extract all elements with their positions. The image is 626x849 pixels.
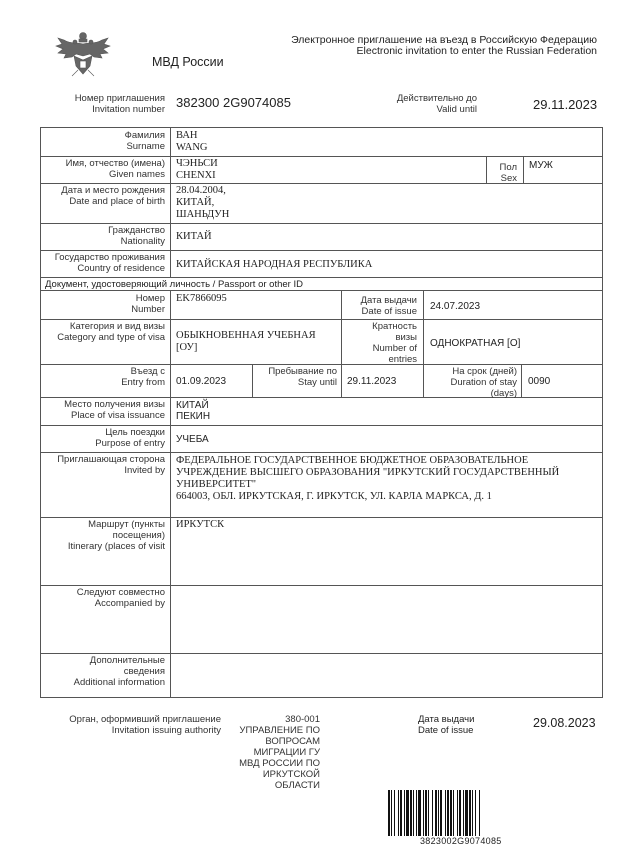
birth-label-ru: Дата и место рождения xyxy=(61,185,165,196)
visa-category-2: [ОУ] xyxy=(176,342,198,353)
doc-title-ru: Электронное приглашение на въезд в Российскую Федерацию xyxy=(291,34,597,46)
entry-label-ru: Въезд с xyxy=(130,366,165,377)
birth-city: ШАНЬДУН xyxy=(176,209,230,220)
itinerary-label-2: посещения) xyxy=(112,530,165,541)
passport-number-label-ru: Номер xyxy=(135,293,165,304)
invited-label-ru: Приглашающая сторона xyxy=(57,454,165,465)
authority-line-1: УПРАВЛЕНИЕ ПО xyxy=(239,725,320,736)
authority-label-en: Invitation issuing authority xyxy=(111,725,221,736)
valid-until-label-en: Valid until xyxy=(436,104,477,115)
entry-label-en: Entry from xyxy=(121,377,165,388)
given-names-ru: ЧЭНЬСИ xyxy=(176,158,218,169)
passport-issue-date: 24.07.2023 xyxy=(430,301,481,312)
authority-line-3: МИГРАЦИИ ГУ xyxy=(253,747,320,758)
valid-until: 29.11.2023 xyxy=(533,97,598,112)
stay-label-ru: Пребывание по xyxy=(268,366,337,377)
residence-label-en: Country of residence xyxy=(77,263,165,274)
stay-label-en: Stay until xyxy=(297,377,337,388)
duration-label-3: (days) xyxy=(490,388,517,399)
entries-label-1: Кратность xyxy=(372,321,417,332)
entries-label-2: визы xyxy=(395,332,417,343)
birth-date: 28.04.2004, xyxy=(176,185,226,196)
sex-label-en: Sex xyxy=(500,173,517,184)
stay-until: 29.11.2023 xyxy=(347,376,397,387)
purpose-value: УЧЕБА xyxy=(176,434,209,445)
eagle-emblem-icon xyxy=(54,30,112,80)
invitation-number-label-en: Invitation number xyxy=(92,104,165,115)
authority-line-5: ИРКУТСКОЙ xyxy=(262,769,320,780)
footer-issue-label-ru: Дата выдачи xyxy=(418,714,475,725)
additional-label-1: Дополнительные xyxy=(89,655,165,666)
invited-label-en: Invited by xyxy=(124,465,165,476)
birth-country: КИТАЙ, xyxy=(176,197,215,208)
barcode-icon xyxy=(388,790,512,838)
given-names-label-ru: Имя, отчество (имена) xyxy=(65,158,165,169)
issuance-label-ru: Место получения визы xyxy=(64,399,165,410)
surname-label-ru: Фамилия xyxy=(124,130,165,141)
authority-label-ru: Орган, оформивший приглашение xyxy=(69,714,221,725)
doc-title-en: Electronic invitation to enter the Russian Federation xyxy=(356,45,597,57)
residence-value: КИТАЙСКАЯ НАРОДНАЯ РЕСПУБЛИКА xyxy=(176,259,373,270)
invited-line-3: УНИВЕРСИТЕТ" xyxy=(176,479,257,490)
authority-line-4: МВД РОССИИ ПО xyxy=(239,758,320,769)
document-section-label: Документ, удостоверяющий личность / Passport or other ID xyxy=(45,279,303,290)
itinerary-label-1: Маршрут (пункты xyxy=(88,519,165,530)
duration-value: 0090 xyxy=(528,376,551,387)
passport-issue-label-en: Date of issue xyxy=(361,306,417,317)
passport-number: EK7866095 xyxy=(176,293,227,304)
accompanied-label-en: Accompanied by xyxy=(94,598,165,609)
duration-label-2: Duration of stay xyxy=(450,377,517,388)
residence-label-ru: Государство проживания xyxy=(54,252,165,263)
additional-label-2: сведения xyxy=(123,666,165,677)
invited-line-2: УЧРЕЖДЕНИЕ ВЫСШЕГО ОБРАЗОВАНИЯ "ИРКУТСКИЙ ГОСУДАРСТВЕННЫЙ xyxy=(176,467,560,478)
sex-label-ru: Пол xyxy=(499,162,517,173)
invitation-number: 382300 2G9074085 xyxy=(176,95,291,110)
visa-category-1: ОБЫКНОВЕННАЯ УЧЕБНАЯ xyxy=(176,330,316,341)
given-names-label-en: Given names xyxy=(109,169,165,180)
issuance-city: ПЕКИН xyxy=(176,411,211,422)
surname-en: WANG xyxy=(176,142,208,153)
purpose-label-ru: Цель поездки xyxy=(105,427,165,438)
entries-label-3: Number of xyxy=(372,343,417,354)
surname-ru: ВАН xyxy=(176,130,198,141)
footer-issue-date: 29.08.2023 xyxy=(533,716,596,730)
entry-from: 01.09.2023 xyxy=(176,376,227,387)
valid-until-label-ru: Действительно до xyxy=(396,93,477,104)
invited-line-4: 664003, ОБЛ. ИРКУТСКАЯ, Г. ИРКУТСК, УЛ. КАРЛА МАРКСА, Д. 1 xyxy=(176,491,492,502)
purpose-label-en: Purpose of entry xyxy=(95,438,165,449)
visa-category-label-ru: Категория и вид визы xyxy=(69,321,165,332)
nationality-label-en: Nationality xyxy=(120,236,165,247)
additional-label-3: Additional information xyxy=(73,677,165,688)
itinerary-label-3: Itinerary (places of visit xyxy=(67,541,165,552)
passport-number-label-en: Number xyxy=(131,304,165,315)
invitation-number-label-ru: Номер приглашения xyxy=(74,93,165,104)
given-names-en: CHENXI xyxy=(176,170,216,181)
birth-label-en: Date and place of birth xyxy=(69,196,165,207)
duration-label-1: На срок (дней) xyxy=(452,366,517,377)
entries-value: ОДНОКРАТНАЯ [О] xyxy=(430,338,521,349)
issuance-label-en: Place of visa issuance xyxy=(71,410,165,421)
footer-issue-label-en: Date of issue xyxy=(418,725,474,736)
authority-code: 380-001 xyxy=(285,714,320,725)
nationality-label-ru: Гражданство xyxy=(108,225,165,236)
visa-category-label-en: Category and type of visa xyxy=(57,332,165,343)
authority-line-2: ВОПРОСАМ xyxy=(265,736,320,747)
accompanied-label-ru: Следуют совместно xyxy=(76,587,165,598)
authority-line-6: ОБЛАСТИ xyxy=(274,780,320,791)
nationality-value: КИТАЙ xyxy=(176,231,212,242)
issuance-country: КИТАЙ xyxy=(176,400,209,411)
sex-value: МУЖ xyxy=(529,160,553,171)
invited-line-1: ФЕДЕРАЛЬНОЕ ГОСУДАРСТВЕННОЕ БЮДЖЕТНОЕ ОБРАЗОВАТЕЛЬНОЕ xyxy=(176,455,529,466)
surname-label-en: Surname xyxy=(126,141,165,152)
passport-issue-label-ru: Дата выдачи xyxy=(360,295,417,306)
ministry-name: МВД России xyxy=(152,55,224,69)
barcode-text: 3823002G9074085 xyxy=(420,836,502,846)
entries-label-4: entries xyxy=(388,354,417,365)
itinerary-value: ИРКУТСК xyxy=(176,519,225,530)
